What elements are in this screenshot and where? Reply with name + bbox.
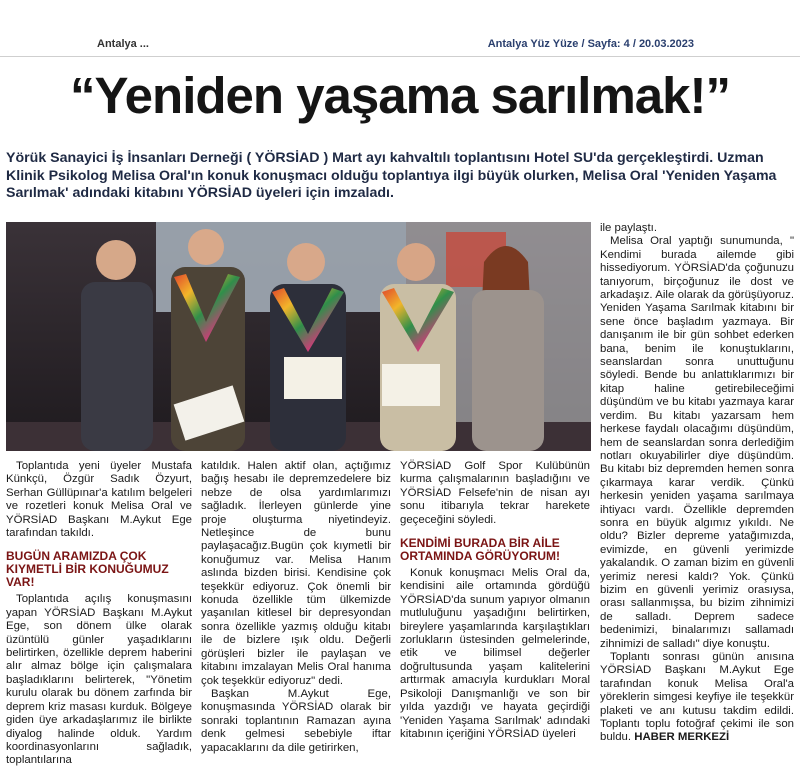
headline: “Yeniden yaşama sarılmak!” xyxy=(69,67,731,124)
paragraph: YÖRSİAD Golf Spor Kulübünün kurma çalışmalarının başladığını ve YÖRSİAD Felsefe'nin de nisan ayı sonu itibarıyla tekrar harekete geçeceğini söyledi. xyxy=(400,460,590,526)
page-header xyxy=(0,0,800,58)
article-column-4 xyxy=(600,222,794,745)
byline: HABER MERKEZİ xyxy=(634,731,730,744)
paragraph: katıldık. Halen aktif olan, açtığımız bağış hesabı ile depremzedelere biz nebze de olsa yardımlarımızı sağladık. İlerleyen günlerde yine proje oluşturma niyetindeyiz. Netleşince de bunu paylaşacağız.Bugün çok kıymetli bir konuğumuz var. Melisa Hanım aslında bizden birisi. Kendisine çok teşekkür ediyoruz. Çok önemli bir konuda özellikle tüm ülkemizde yaşanılan kitlesel bir depresyondan sonra özellikle yazmış olduğu kitabı ile de bizlere ışık oldu. Değerli görüşleri bizler ile paylaşan ve kitabını imzalayan Melis Oral hanıma çok teşekkür ediyoruz" dedi. xyxy=(201,460,391,687)
paragraph: Melisa Oral yaptığı sunumunda, " Kendimi burada ailemde gibi hissediyorum. YÖRSİAD'da çoğunuzu tanıyorum, birçoğunuz ile dost ve arkadaşız. Aile olarak da görüşüyoruz. Yeniden Yaşama Sarılmak kitabını bir sene önce başladım yazmaya. Bir danışanım ile bir gün sohbet ederken bana, benim ile konuştuklarını, seanslardan sonra unuttuğunu söyledi. Bende bu anlattıklarımızı bir kitap haline getirebileceğimi düşündüm ve bu kitabı yazmaya karar verdim. Bu kitabı yazarsam hem herkese faydalı olacağımı düşündüm, hem de seanslardan sonra derlediğim notları okuyabilirler diye düşündüm. Bu kitabı biz depremden hemen sonra çıkarmaya karar verdik. Çünkü herkesin yeniden yaşama sarılmaya ihtiyacı vardı. Özellikle depremden sonra en büyük algımız yıkıldı. Ne oldu? Bizler depreme yatağımızda, evimizde, en güvenli yerimizde yakalandık. O zaman bizim en güvenli yerimiz neresi kaldı? Yok. Çünkü bizim en güvenli yerimiz orasıysa, orası sallanmışsa, bu bizim zihnimizi de salladı. Deprem sadece bedenimizi, binalarımızı sallamadı zihnimizi de salladı" diye konuştu. xyxy=(600,235,794,650)
source-label: Antalya Yüz Yüze / Sayfa: 4 / 20.03.2023 xyxy=(487,38,694,50)
article-column-2 xyxy=(201,460,391,755)
paragraph: Başkan M.Aykut Ege, konuşmasında YÖRSİAD olarak bir sonraki toplantının Ramazan ayına denk gelmesi sebebiyle iftar yapacaklarını da dile getirirken, xyxy=(201,687,391,754)
section-label: Antalya ... xyxy=(97,38,149,50)
article-column-3 xyxy=(400,460,590,741)
closing-text: Toplantı sonrası günün anısına YÖRSİAD Başkanı M.Aykut Ege tarafından konuk Melisa Oral'a yöreklerin simgesi keyfiye ile teşekkür plaketi ve anı kutusu takdim edildi. Toplantı toplu fotoğraf çekimi ile son buldu. xyxy=(600,651,794,744)
lead-paragraph: Yörük Sanayici İş İnsanları Derneği ( YÖRSİAD ) Mart ayı kahvaltılı toplantısını Hotel SU'da gerçekleştirdi. Uzman Klinik Psikolog Melisa Oral'ın konuk konuşmacı olduğu toplantıya ilgi büyük olurken, Melisa Oral 'Yeniden Yaşama Sarılmak' adındaki kitabını YÖRSİAD üyeleri için imzaladı. xyxy=(6,150,777,201)
group-photo-illustration xyxy=(6,222,591,451)
paragraph: Konuk konuşmacı Melis Oral da, kendisini aile ortamında gördüğü YÖRSİAD'da sunum yapıyor olmanın mutluluğunu yaşadığını belirtirken, bireylere yaşamlarında karşılaştıkları zorlukların üstesinden gelmelerinde, etik ve bilimsel değerler doğrultusunda yaşam kalitelerini arttırmak amacıyla kurdukları Moral Psikoloji Danışmanlığı ve son bir yılda yazdığı ve hayata geçirdiği 'Yeniden Yaşama Sarılmak' adındaki kitabının içeriğini YÖRSİAD üyeleri xyxy=(400,567,590,740)
paragraph: Toplantıda yeni üyeler Mustafa Künkçü, Özgür Sadık Özyurt, Serhan Güllüpınar'a katılım belgeleri ve rozetleri konuk Melisa Oral ve YÖRSİAD Başkanı M.Aykut Ege tarafından takıldı. xyxy=(6,460,192,540)
paragraph: ile paylaştı. xyxy=(600,222,657,234)
article-column-1 xyxy=(6,460,192,768)
paragraph xyxy=(600,651,794,745)
event-photo xyxy=(6,222,591,451)
paragraph: Toplantıda açılış konuşmasını yapan YÖRSİAD Başkanı M.Aykut Ege, son dönem ülke olarak üzüntülü günler yaşadıklarını belirtirken, özellikle deprem haberini alır almaz bölge için çalışmalara başladıklarını belirterek, "Yönetim kurulu olarak bu dönem zarfında bir deprem kriz masası kurduk. Bölgeye giden üye arkadaşlarımız ile birlikte diyalog halinde olduk. Yardım koordinasyonlarını sağladık, toplantılarına xyxy=(6,593,192,767)
subheading: KENDİMİ BURADA BİR AİLE ORTAMINDA GÖRÜYORUM! xyxy=(400,536,560,564)
subheading: BUGÜN ARAMIZDA ÇOK KIYMETLİ BİR KONUĞUMUZ VAR! xyxy=(6,549,169,590)
header-divider xyxy=(0,56,800,57)
